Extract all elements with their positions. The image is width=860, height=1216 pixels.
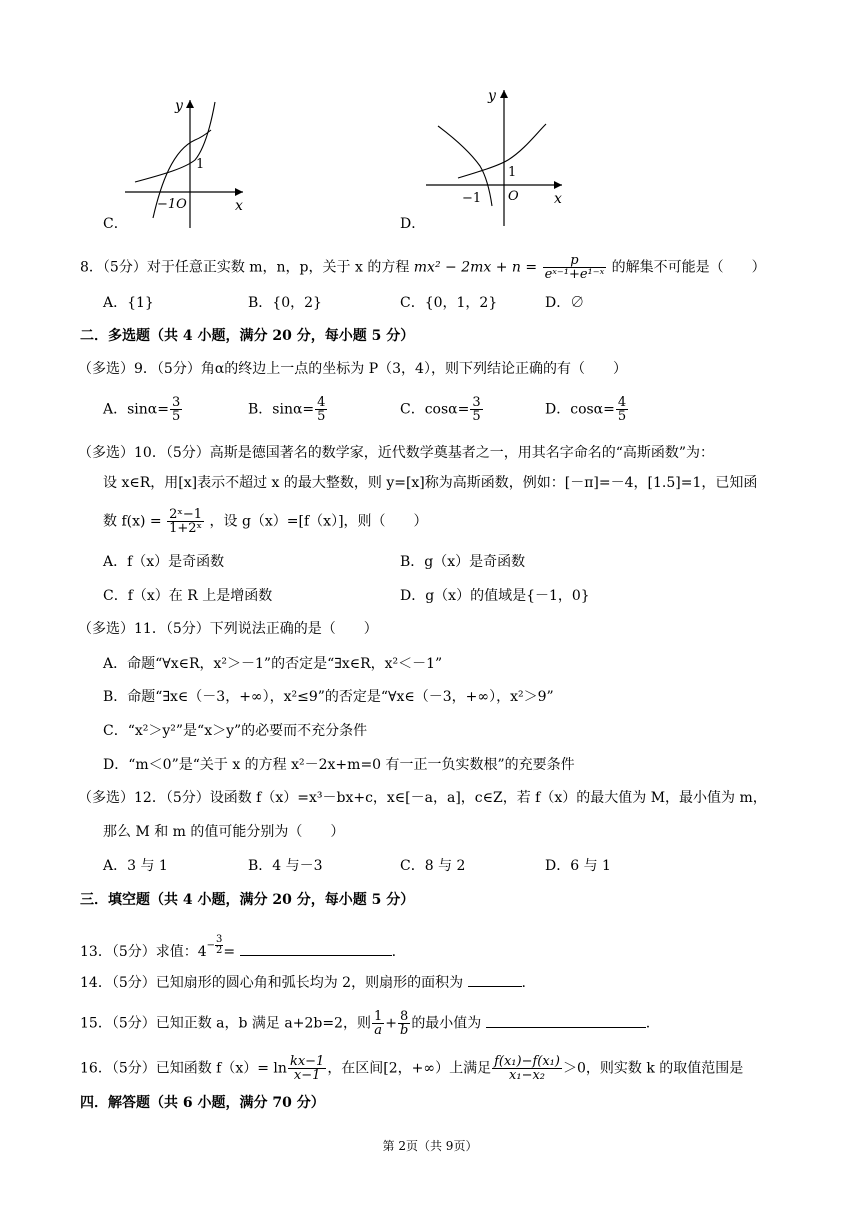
graph-c-tick-one: 1 [196,157,205,172]
q13-suffix: = [223,944,236,960]
graph-c-svg [95,88,265,236]
q10-line-1: （多选）10．（5分）高斯是德国著名的数学家，近代数学奠基者之一，用其名字命名的“高斯函数”为： [78,445,715,461]
q8-fraction-den: eˣ⁻¹+e¹⁻ˣ [544,267,605,282]
q12-option-b: B．4 与－3 [248,858,323,874]
graph-d-y-label: y [488,88,496,104]
q9-option-b-frac [315,396,327,423]
q15-prefix: 15．（5分）已知正数 a，b 满足 a+2b=2，则 [80,1015,371,1032]
q8-option-c: C．{0，1，2} [400,295,498,311]
section-3-heading: 三．填空题（共 4 小题，满分 20 分，每小题 5 分） [80,892,415,908]
graph-c-label: C． [103,216,128,232]
q8-stem-suffix: 的解集不可能是（ ） [611,259,766,276]
q10-option-c: C．f（x）在 R 上是增函数 [103,588,273,604]
graph-d-svg [420,80,580,230]
q16-fraction-2 [492,1055,562,1082]
q9-option-c-den: 5 [472,409,481,424]
q9-option-d-text: D．cosα= [545,401,615,418]
q8-equation: mx² − 2mx + n = [413,259,538,276]
q10-line-2: 设 x∈R，用[x]表示不超过 x 的最大整数，则 y=[x]称为高斯函数，例如：[－π]=－4，[1.5]=1，已知函 [103,475,758,491]
q15-fraction-1 [372,1010,384,1037]
q16-fraction-1-num: kx−1 [289,1054,325,1069]
q13 [80,935,396,961]
q15-answer-blank[interactable] [486,1013,646,1028]
q10-line-3-prefix: 数 f(x) = [103,513,162,530]
q15-fraction-2-den: b [399,1023,409,1038]
q12-line-1: （多选）12．（5分）设函数 f（x）=x³－bx+c，x∈[－a，a]，c∈Z，若 f（x）的最大值为 M，最小值为 m， [78,790,767,806]
graph-c-tick-origin: −1O [157,197,187,212]
q10-option-a: A．f（x）是奇函数 [103,554,225,570]
q9-option-d-den: 5 [617,409,627,424]
q8-fraction [543,254,607,281]
q14-answer-blank[interactable] [468,972,522,987]
q15-fraction-2-num: 8 [398,1010,410,1024]
q9-stem: （多选）9．（5分）角α的终边上一点的坐标为 P（3，4），则下列结论正确的有（ ） [78,361,627,377]
q9-option-d [545,396,629,423]
q8-stem [80,254,766,281]
q8-option-d: D．∅ [545,295,585,311]
section-4-heading: 四．解答题（共 6 小题，满分 70 分） [80,1095,325,1111]
page-footer: 第 2页（共 9页） [382,1139,478,1153]
q16-suffix: ＞0，则实数 k 的取值范围是 [562,1060,744,1077]
graph-c-y-label: y [175,98,183,114]
section-2-heading: 二．多选题（共 4 小题，满分 20 分，每小题 5 分） [80,328,415,344]
q8-option-a: A．{1} [103,295,154,311]
q16-prefix: 16．（5分）已知函数 f（x）= ln [80,1060,287,1077]
graph-d-tick-neg: −1 [462,191,482,206]
q11-option-c: C．“x²＞y²”是“x＞y”的必要而不充分条件 [103,723,368,739]
graph-c-x-label: x [235,198,243,214]
q9-option-a [103,396,183,423]
graph-d-tick-one: 1 [508,165,517,180]
graph-d [420,80,580,230]
q10-fraction-den: 1+2ˣ [169,521,203,536]
q13-prefix: 13．（5分）求值：4 [80,944,207,960]
q10-line-3 [103,508,428,535]
q14-end: . [521,975,526,991]
q10-option-b: B．g（x）是奇函数 [400,554,526,570]
q15-fraction-1-den: a [374,1023,382,1038]
graph-d-label: D． [400,216,426,232]
q13-exp-num: 3 [216,934,223,945]
q16-fraction-2-den: x₁−x₂ [509,1068,546,1083]
q13-exp-den: 2 [216,945,223,956]
q10-line-3-suffix: ，设 g（x）=[f（x）]，则（ ） [209,513,428,530]
q9-option-a-frac [170,396,182,423]
q15-fraction-1-num: 1 [373,1009,383,1024]
q16-middle: ，在区间[2，+∞）上满足 [327,1060,492,1077]
q15-fraction-2 [398,1010,410,1037]
q9-option-c-frac [470,396,482,423]
q16-fraction-1 [288,1055,326,1082]
graph-c [95,88,265,236]
q15-end: . [645,1015,651,1032]
q11-stem: （多选）11．（5分）下列说法正确的是（ ） [78,621,378,637]
q15 [80,1010,650,1037]
q9-option-c [400,396,484,423]
q9-option-b-num: 4 [317,395,326,410]
q12-line-2: 那么 M 和 m 的值可能分别为（ ） [103,824,345,840]
q9-option-b-den: 5 [317,409,326,424]
graph-d-tick-origin: O [508,189,519,204]
q9-option-d-frac [616,396,628,423]
q9-option-b-text: B．sinα= [248,401,315,418]
q9-option-c-text: C．cosα= [400,401,470,418]
q9-option-a-text: A．sinα= [103,401,169,418]
q15-suffix: 的最小值为 [411,1015,482,1032]
q12-option-c: C．8 与 2 [400,858,466,874]
q14 [80,972,526,992]
q9-option-a-num: 3 [171,395,181,410]
q12-option-d: D．6 与 1 [545,858,611,874]
q9-option-c-num: 3 [472,395,481,410]
q10-option-d: D．g（x）的值域是{－1，0} [400,588,590,604]
q9-option-d-num: 4 [617,395,627,410]
q16 [80,1055,743,1082]
q13-end: . [391,944,397,960]
q13-answer-blank[interactable] [240,941,392,956]
q9-option-a-den: 5 [171,409,181,424]
q11-option-d: D．“m＜0”是“关于 x 的方程 x²－2x+m=0 有一正一负实数根”的充要条件 [103,757,575,773]
q15-plus: + [385,1015,397,1032]
q13-exp-sign: − [206,940,216,951]
q16-fraction-1-den: x−1 [293,1068,321,1083]
q11-option-a: A．命题“∀x∈R，x²＞－1”的否定是“∃x∈R，x²＜－1” [103,656,443,672]
q8-stem-prefix: 8．（5分）对于任意正实数 m，n，p，关于 x 的方程 [80,259,410,276]
graph-d-x-label: x [554,191,562,207]
q16-fraction-2-num: f(x₁)−f(x₁) [494,1054,560,1069]
q8-fraction-num: p [543,254,607,268]
q13-exponent [207,935,224,956]
q10-fraction [167,508,204,535]
q8-option-b: B．{0，2} [248,295,322,311]
q12-option-a: A．3 与 1 [103,858,168,874]
q10-fraction-num: 2ˣ−1 [169,507,203,522]
q11-option-b: B．命题“∃x∈（－3，+∞），x²≤9”的否定是“∀x∈（－3，+∞），x²＞9” [103,689,554,705]
q9-option-b [248,396,328,423]
q14-prefix: 14．（5分）已知扇形的圆心角和弧长均为 2，则扇形的面积为 [80,975,464,991]
